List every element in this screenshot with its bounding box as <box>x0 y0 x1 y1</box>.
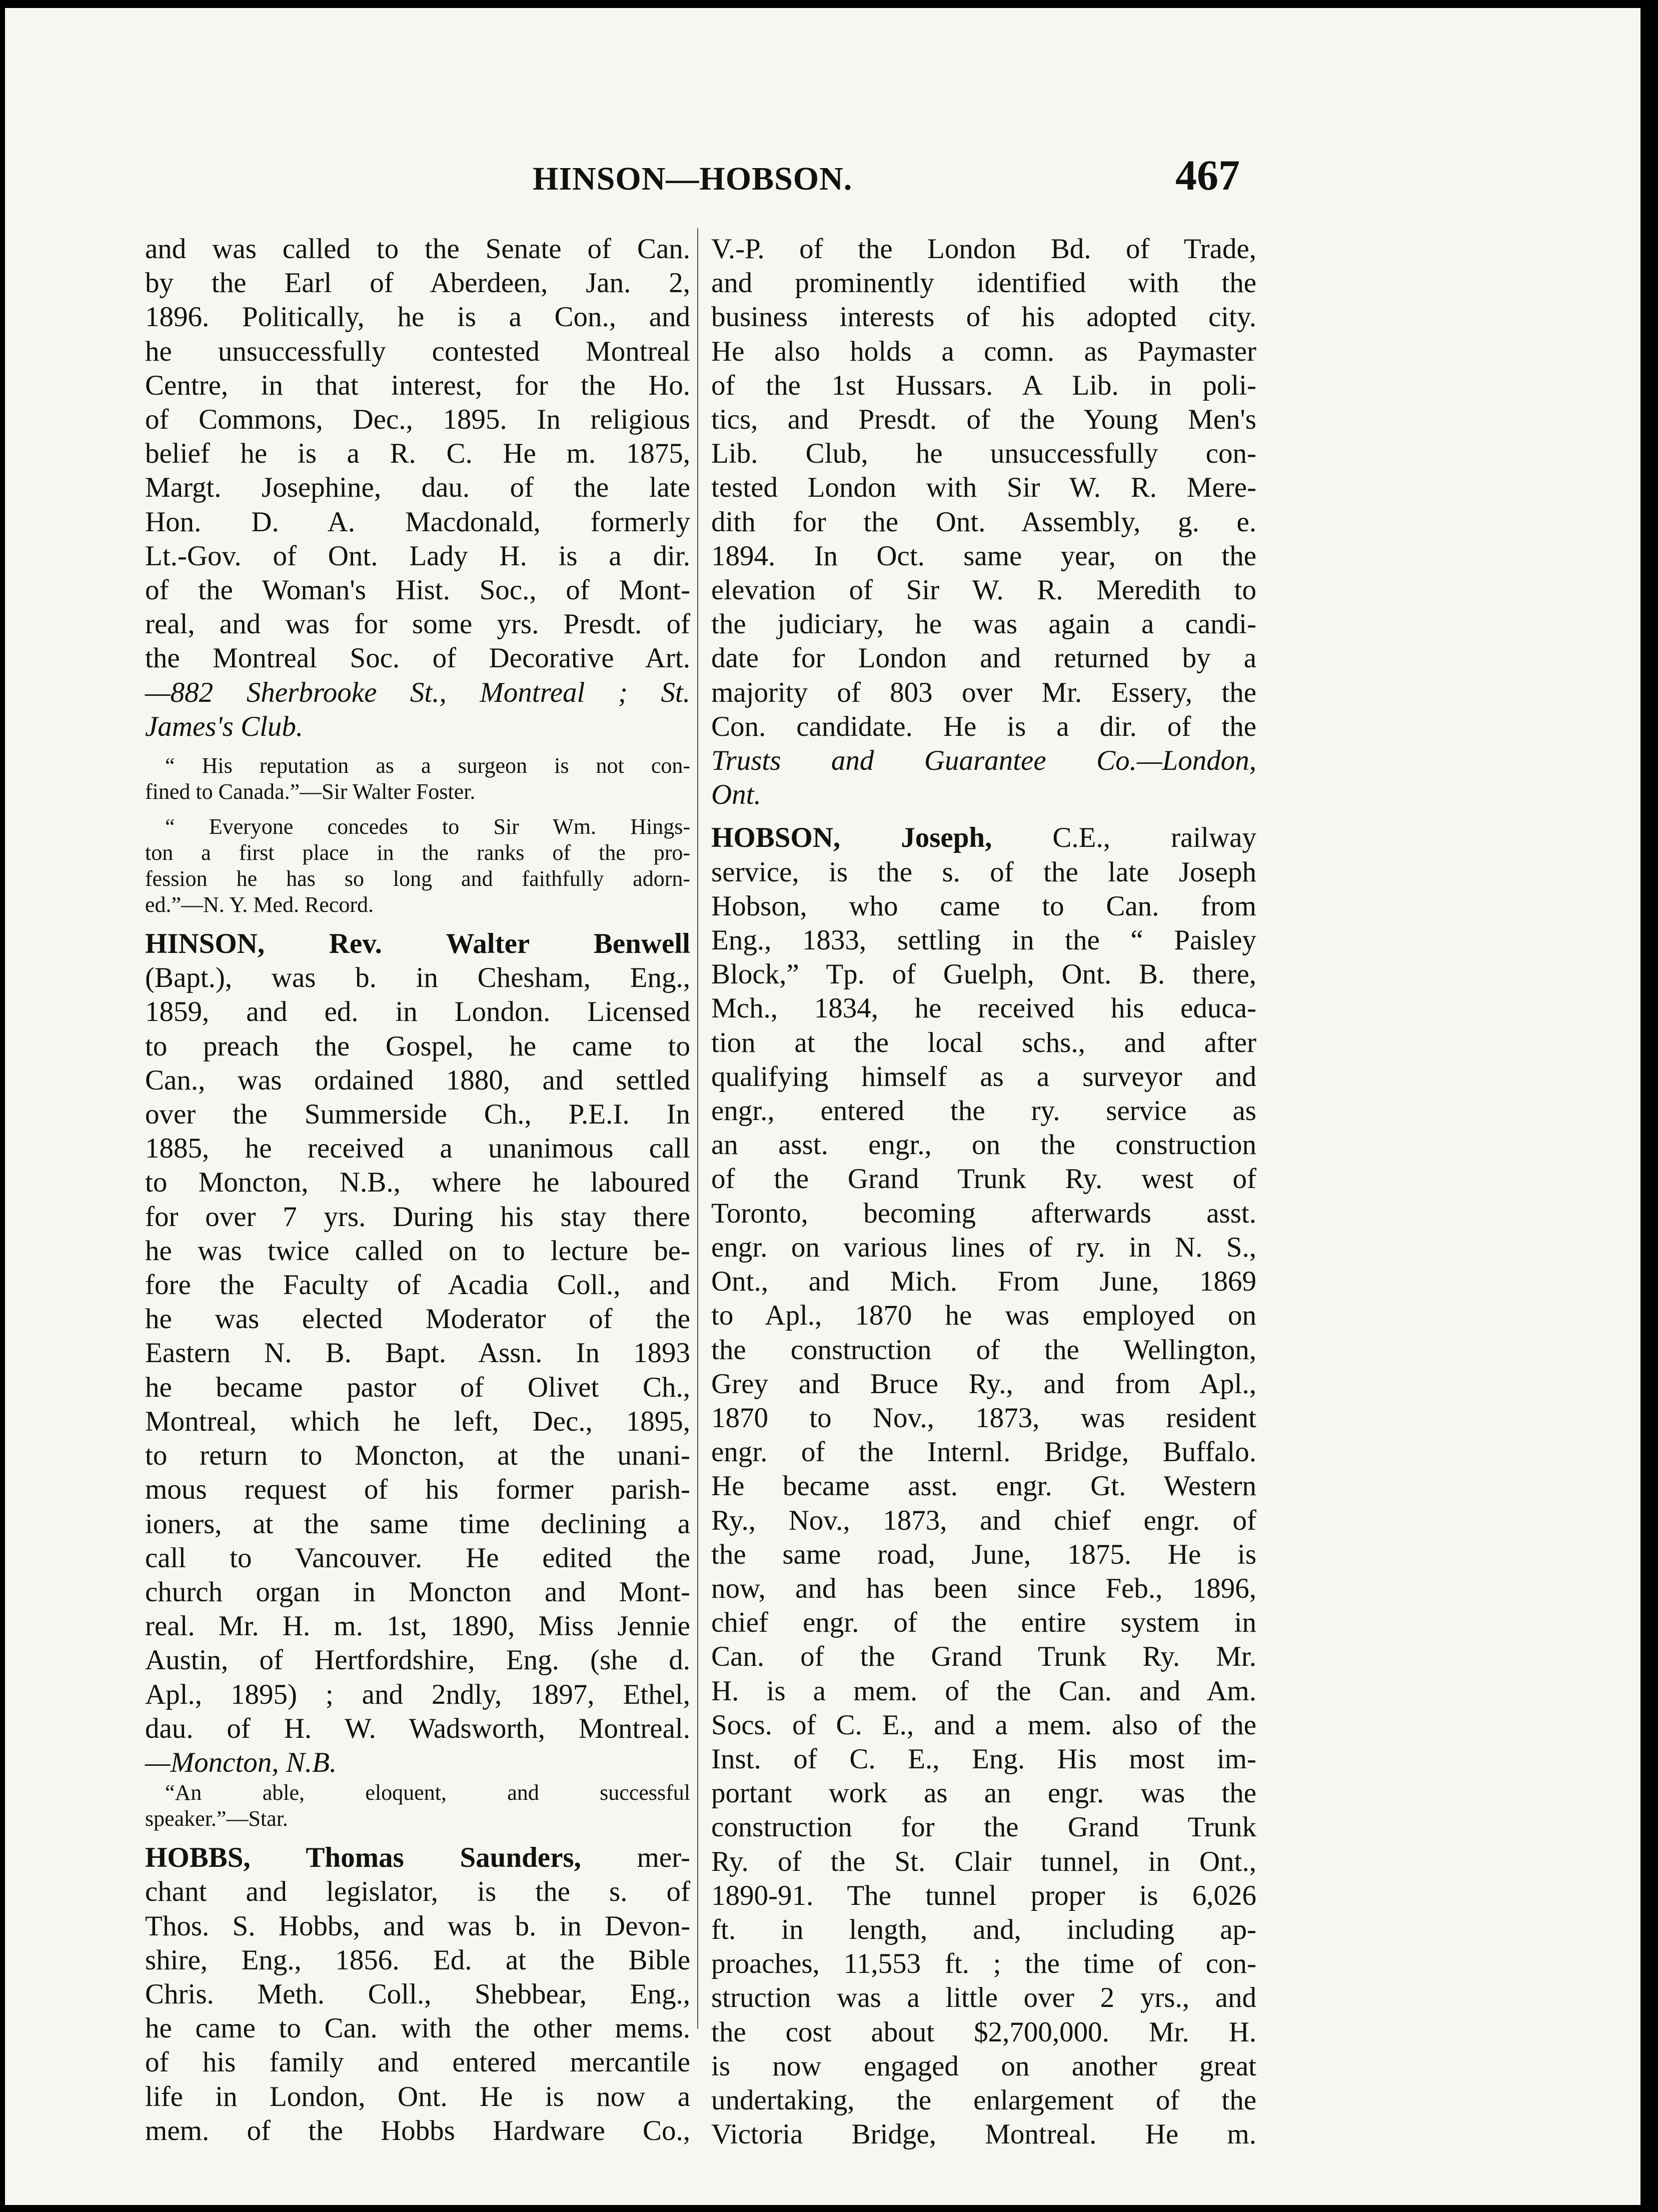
quote-line: fined to Canada.”—Sir Walter Foster. <box>145 779 476 804</box>
text-line: ft. in length, and, including ap- <box>711 1913 1256 1945</box>
text-line: Block,” Tp. of Guelph, Ont. B. there, <box>711 958 1256 990</box>
text-line: Toronto, becoming afterwards asst. <box>711 1197 1256 1229</box>
text-line: mem. of the Hobbs Hardware Co., <box>145 2114 690 2146</box>
text-line: He also holds a comn. as Paymaster <box>711 335 1256 367</box>
text-line: is now engaged on another great <box>711 2050 1256 2082</box>
text-line: Apl., 1895) ; and 2ndly, 1897, Ethel, <box>145 1678 690 1710</box>
text-line: Grey and Bruce Ry., and from Apl., <box>711 1368 1256 1400</box>
text-line: Ry., Nov., 1873, and chief engr. of <box>711 1504 1256 1536</box>
text-line: qualifying himself as a surveyor and <box>711 1060 1256 1092</box>
text-line: over the Summerside Ch., P.E.I. In <box>145 1098 690 1131</box>
text-line: portant work as an engr. was the <box>711 1777 1256 1809</box>
text-line: and was called to the Senate of Can. <box>145 233 690 265</box>
text-line: Con. candidate. He is a dir. of the <box>711 710 1256 742</box>
text-line: Lt.-Gov. of Ont. Lady H. is a dir. <box>145 540 690 572</box>
quote-line: “An able, eloquent, and successful <box>165 1780 690 1805</box>
text-line: life in London, Ont. He is now a <box>145 2080 690 2112</box>
text-line: elevation of Sir W. R. Meredith to <box>711 574 1256 606</box>
text-line: to preach the Gospel, he came to <box>145 1030 690 1062</box>
text-line: He became asst. engr. Gt. Western <box>711 1470 1256 1502</box>
text-line: Socs. of C. E., and a mem. also of the <box>711 1709 1256 1741</box>
text-line: to Apl., 1870 he was employed on <box>711 1300 1256 1332</box>
text-line: tion at the local schs., and after <box>711 1026 1256 1058</box>
text-line: chief engr. of the entire system in <box>711 1607 1256 1639</box>
text-line: call to Vancouver. He edited the <box>145 1542 690 1574</box>
text-line: of the Grand Trunk Ry. west of <box>711 1163 1256 1195</box>
text-line: proaches, 11,553 ft. ; the time of con- <box>711 1948 1256 1980</box>
spacer <box>145 805 690 814</box>
text-line: 1870 to Nov., 1873, was resident <box>711 1402 1256 1434</box>
quote-line: fession he has so long and faithfully adorn- <box>145 866 690 891</box>
text-line: Chris. Meth. Coll., Shebbear, Eng., <box>145 1978 690 2010</box>
column-divider <box>697 228 698 2029</box>
text-line: tics, and Presdt. of the Young Men's <box>711 404 1256 436</box>
text-line: business interests of his adopted city. <box>711 301 1256 333</box>
spacer <box>145 1832 690 1841</box>
text-line: Margt. Josephine, dau. of the late <box>145 472 690 504</box>
text-line: dau. of H. W. Wadsworth, Montreal. <box>145 1712 690 1744</box>
text-line: chant and legislator, is the s. of <box>145 1876 690 1908</box>
text-line: church organ in Moncton and Mont- <box>145 1576 690 1608</box>
text-line: Ry. of the St. Clair tunnel, in Ont., <box>711 1845 1256 1877</box>
text-line: majority of 803 over Mr. Essery, the <box>711 676 1256 708</box>
text-line: 1896. Politically, he is a Con., and <box>145 301 690 333</box>
text-line: for over 7 yrs. During his stay there <box>145 1201 690 1233</box>
entry-name: HOBSON, Joseph, <box>711 822 992 854</box>
text-line: real. Mr. H. m. 1st, 1890, Miss Jennie <box>145 1610 690 1642</box>
text-line: ioners, at the same time declining a <box>145 1508 690 1540</box>
text-line: belief he is a R. C. He m. 1875, <box>145 438 690 470</box>
text-line: Can. of the Grand Trunk Ry. Mr. <box>711 1641 1256 1673</box>
text-line: Centre, in that interest, for the Ho. <box>145 369 690 401</box>
text-line: he became pastor of Olivet Ch., <box>145 1371 690 1403</box>
text-line: Inst. of C. E., Eng. His most im- <box>711 1743 1256 1775</box>
text-line: Montreal, which he left, Dec., 1895, <box>145 1405 690 1437</box>
text-line: he came to Can. with the other mems. <box>145 2012 690 2044</box>
text-line: Victoria Bridge, Montreal. He m. <box>711 2118 1256 2150</box>
entry-heading-hinson <box>145 927 690 961</box>
text-line: V.-P. of the London Bd. of Trade, <box>711 233 1256 265</box>
text-line: shire, Eng., 1856. Ed. at the Bible <box>145 1944 690 1976</box>
text-line: the same road, June, 1875. He is <box>711 1538 1256 1570</box>
text-line: undertaking, the enlargement of the <box>711 2084 1256 2116</box>
entry-name: HINSON, Rev. Walter Benwell <box>145 928 690 960</box>
address-line: Ont. <box>711 779 761 811</box>
text-line: Trusts and Guarantee Co.—London, <box>711 745 1256 777</box>
quote-line: ed.”—N. Y. Med. Record. <box>145 892 374 917</box>
text-line: dith for the Ont. Assembly, g. e. <box>711 506 1256 538</box>
text-line: Lib. Club, he unsuccessfully con- <box>711 438 1256 470</box>
text-line: the construction of the Wellington, <box>711 1334 1256 1366</box>
text-line: engr. on various lines of ry. in N. S., <box>711 1231 1256 1263</box>
text-line: construction for the Grand Trunk <box>711 1811 1256 1843</box>
entry-first-line-rest: mer- <box>581 1842 690 1874</box>
quote-med-record <box>145 814 690 918</box>
address-line: James's Club. <box>145 710 304 742</box>
text-line: and prominently identified with the <box>711 267 1256 299</box>
text-line: now, and has been since Feb., 1896, <box>711 1572 1256 1604</box>
text-line: service, is the s. of the late Joseph <box>711 856 1256 888</box>
text-line: date for London and returned by a <box>711 642 1256 674</box>
text-line: Mch., 1834, he received his educa- <box>711 992 1256 1024</box>
text-line: Can., was ordained 1880, and settled <box>145 1064 690 1096</box>
text-line: (Bapt.), was b. in Chesham, Eng., <box>145 962 690 994</box>
text-line: of Commons, Dec., 1895. In religious <box>145 404 690 436</box>
text-line: of his family and entered mercantile <box>145 2046 690 2078</box>
text-line: he was twice called on to lecture be- <box>145 1235 690 1267</box>
quote-line: ton a first place in the ranks of the pro- <box>145 840 690 865</box>
entry-name: HOBBS, Thomas Saunders, <box>145 1842 581 1874</box>
quote-line: speaker.”—Star. <box>145 1806 288 1831</box>
text-line: the cost about $2,700,000. Mr. H. <box>711 2016 1256 2048</box>
quote-line: “ His reputation as a surgeon is not con- <box>165 753 690 778</box>
running-title: HINSON—HOBSON. <box>533 161 853 197</box>
spacer <box>145 918 690 927</box>
text-line: the Montreal Soc. of Decorative Art. <box>145 642 690 674</box>
text-line: an asst. engr., on the construction <box>711 1129 1256 1161</box>
text-line: engr., entered the ry. service as <box>711 1095 1256 1127</box>
text-line: Austin, of Hertfordshire, Eng. (she d. <box>145 1644 690 1676</box>
text-line: of the 1st Hussars. A Lib. in poli- <box>711 369 1256 401</box>
text-line: real, and was for some yrs. Presdt. of <box>145 608 690 640</box>
spacer <box>711 812 1256 821</box>
left-column <box>145 232 690 2148</box>
text-line: Thos. S. Hobbs, and was b. in Devon- <box>145 1910 690 1942</box>
text-line: he was elected Moderator of the <box>145 1303 690 1335</box>
text-line: 1885, he received a unanimous call <box>145 1133 690 1165</box>
text-line: to return to Moncton, at the unani- <box>145 1440 690 1472</box>
text-line: 1890-91. The tunnel proper is 6,026 <box>711 1879 1256 1911</box>
text-line: Eastern N. B. Bapt. Assn. In 1893 <box>145 1337 690 1369</box>
text-line: Hon. D. A. Macdonald, formerly <box>145 506 690 538</box>
entry-first-line-rest: C.E., railway <box>992 822 1256 854</box>
entry-heading-hobson <box>711 821 1256 855</box>
text-line: by the Earl of Aberdeen, Jan. 2, <box>145 267 690 299</box>
quote-star <box>145 1780 690 1832</box>
text-line: 1859, and ed. in London. Licensed <box>145 996 690 1028</box>
address-line: —Moncton, N.B. <box>145 1746 337 1778</box>
text-line: of the Woman's Hist. Soc., of Mont- <box>145 574 690 606</box>
page-number: 467 <box>1175 151 1240 199</box>
text-line: he unsuccessfully contested Montreal <box>145 335 690 367</box>
spacer <box>145 744 690 753</box>
text-line: H. is a mem. of the Can. and Am. <box>711 1675 1256 1707</box>
quote-line: “ Everyone concedes to Sir Wm. Hings- <box>165 814 690 839</box>
text-line: to Moncton, N.B., where he laboured <box>145 1167 690 1199</box>
text-line: Eng., 1833, settling in the “ Paisley <box>711 924 1256 956</box>
text-line: struction was a little over 2 yrs., and <box>711 1982 1256 2014</box>
text-line: Hobson, who came to Can. from <box>711 890 1256 922</box>
text-line: fore the Faculty of Acadia Coll., and <box>145 1269 690 1301</box>
quote-foster <box>145 753 690 805</box>
right-column <box>711 232 1256 2151</box>
text-line: the judiciary, he was again a candi- <box>711 608 1256 640</box>
address-line: —882 Sherbrooke St., Montreal ; St. <box>145 676 690 708</box>
text-line: mous request of his former parish- <box>145 1474 690 1506</box>
text-line: tested London with Sir W. R. Mere- <box>711 472 1256 504</box>
book-page <box>5 8 1640 2205</box>
text-line: Ont., and Mich. From June, 1869 <box>711 1266 1256 1298</box>
entry-heading-hobbs <box>145 1841 690 1875</box>
text-line: 1894. In Oct. same year, on the <box>711 540 1256 572</box>
text-line: engr. of the Internl. Bridge, Buffalo. <box>711 1436 1256 1468</box>
page-header <box>5 153 1640 203</box>
